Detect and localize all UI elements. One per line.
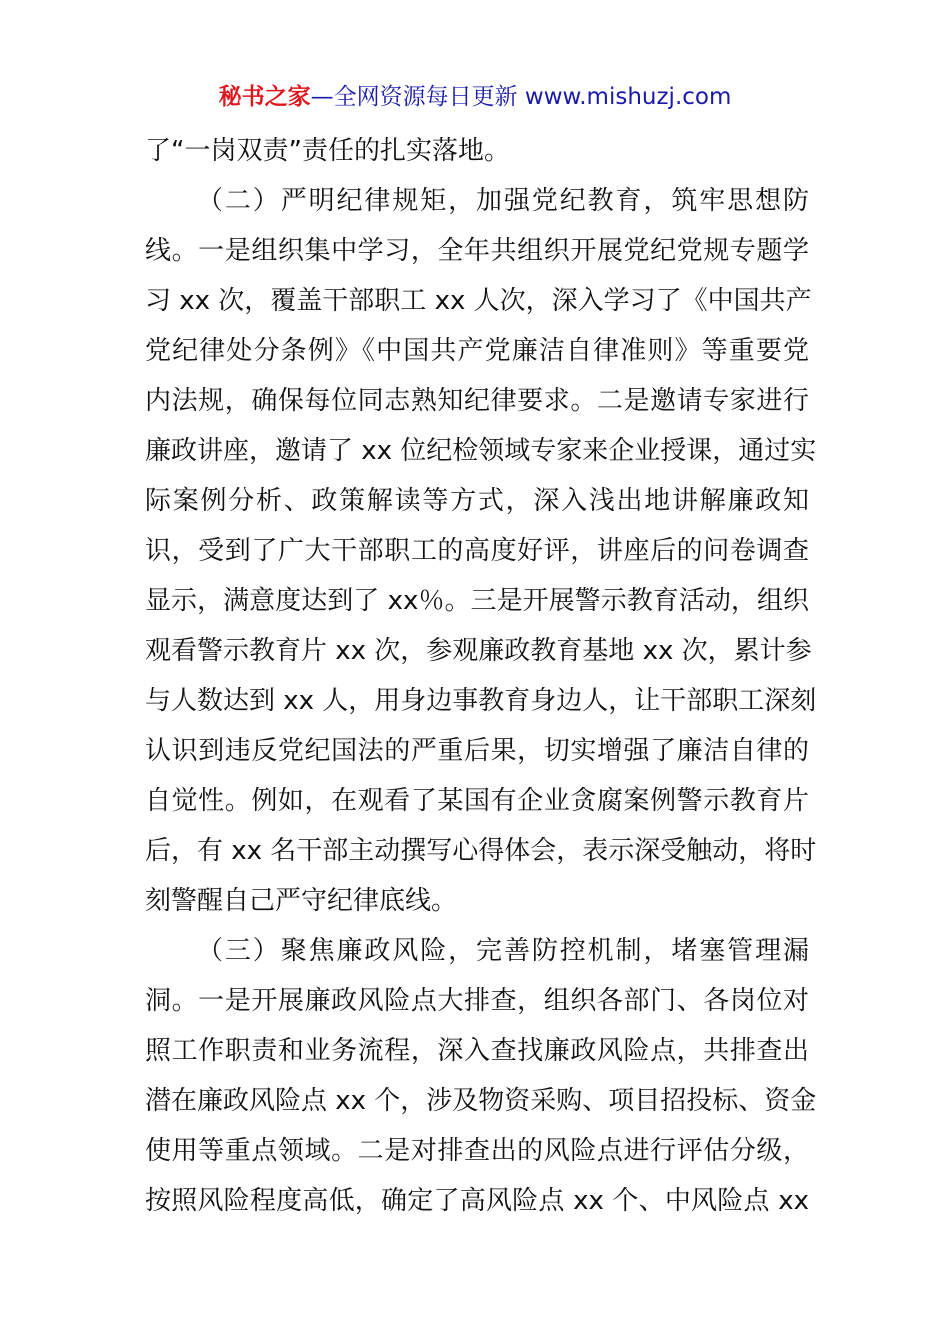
text-line: 潜在廉政风险点 xx 个，涉及物资采购、项目招投标、资金 [145, 1086, 817, 1116]
text-line: 显示，满意度达到了 xx％。三是开展警示教育活动，组织 [145, 586, 809, 616]
text-line: 内法规，确保每位同志熟知纪律要求。二是邀请专家进行 [145, 386, 809, 416]
text-line: 洞。一是开展廉政风险点大排查，组织各部门、各岗位对 [145, 986, 809, 1016]
paragraph-continuation [145, 126, 809, 176]
document-body [145, 126, 817, 1226]
text-line: 识，受到了广大干部职工的高度好评，讲座后的问卷调查 [145, 536, 809, 566]
text-line: 观看警示教育片 xx 次，参观廉政教育基地 xx 次，累计参 [145, 636, 812, 666]
text-line: 际案例分析、政策解读等方式，深入浅出地讲解廉政知 [145, 486, 809, 516]
site-header [0, 80, 950, 114]
text-line: 照工作职责和业务流程，深入查找廉政风险点，共排查出 [145, 1036, 809, 1066]
site-url-link[interactable]: www.mishuzj.com [524, 84, 732, 110]
text-line: 线。一是组织集中学习，全年共组织开展党纪党规专题学 [145, 236, 809, 266]
section-heading-line: （二）严明纪律规矩，加强党纪教育，筑牢思想防 [197, 186, 809, 216]
text-line: 使用等重点领域。二是对排查出的风险点进行评估分级， [145, 1136, 809, 1166]
text-line: 与人数达到 xx 人，用身边事教育身边人，让干部职工深刻 [145, 686, 817, 716]
site-brand: 秘书之家 [218, 84, 311, 110]
text-line: 了“一岗双责”责任的扎实落地。 [145, 136, 510, 166]
section-heading-line: （三）聚焦廉政风险，完善防控机制，堵塞管理漏 [197, 936, 809, 966]
text-line: 自觉性。例如，在观看了某国有企业贪腐案例警示教育片 [145, 786, 809, 816]
text-line: 后，有 xx 名干部主动撰写心得体会，表示深受触动，将时 [145, 836, 817, 866]
text-line: 刻警醒自己严守纪律底线。 [145, 886, 458, 916]
site-tagline: —全网资源每日更新 [310, 84, 518, 110]
paragraph-section-2 [145, 176, 817, 926]
text-line: 按照风险程度高低，确定了高风险点 xx 个、中风险点 xx [145, 1186, 809, 1216]
paragraph-section-3 [145, 926, 817, 1226]
text-line: 习 xx 次，覆盖干部职工 xx 人次，深入学习了《中国共产 [145, 286, 812, 316]
text-line: 党纪律处分条例》《中国共产党廉洁自律准则》等重要党 [145, 336, 809, 366]
text-line: 认识到违反党纪国法的严重后果，切实增强了廉洁自律的 [145, 736, 809, 766]
text-line: 廉政讲座，邀请了 xx 位纪检领域专家来企业授课，通过实 [145, 436, 817, 466]
